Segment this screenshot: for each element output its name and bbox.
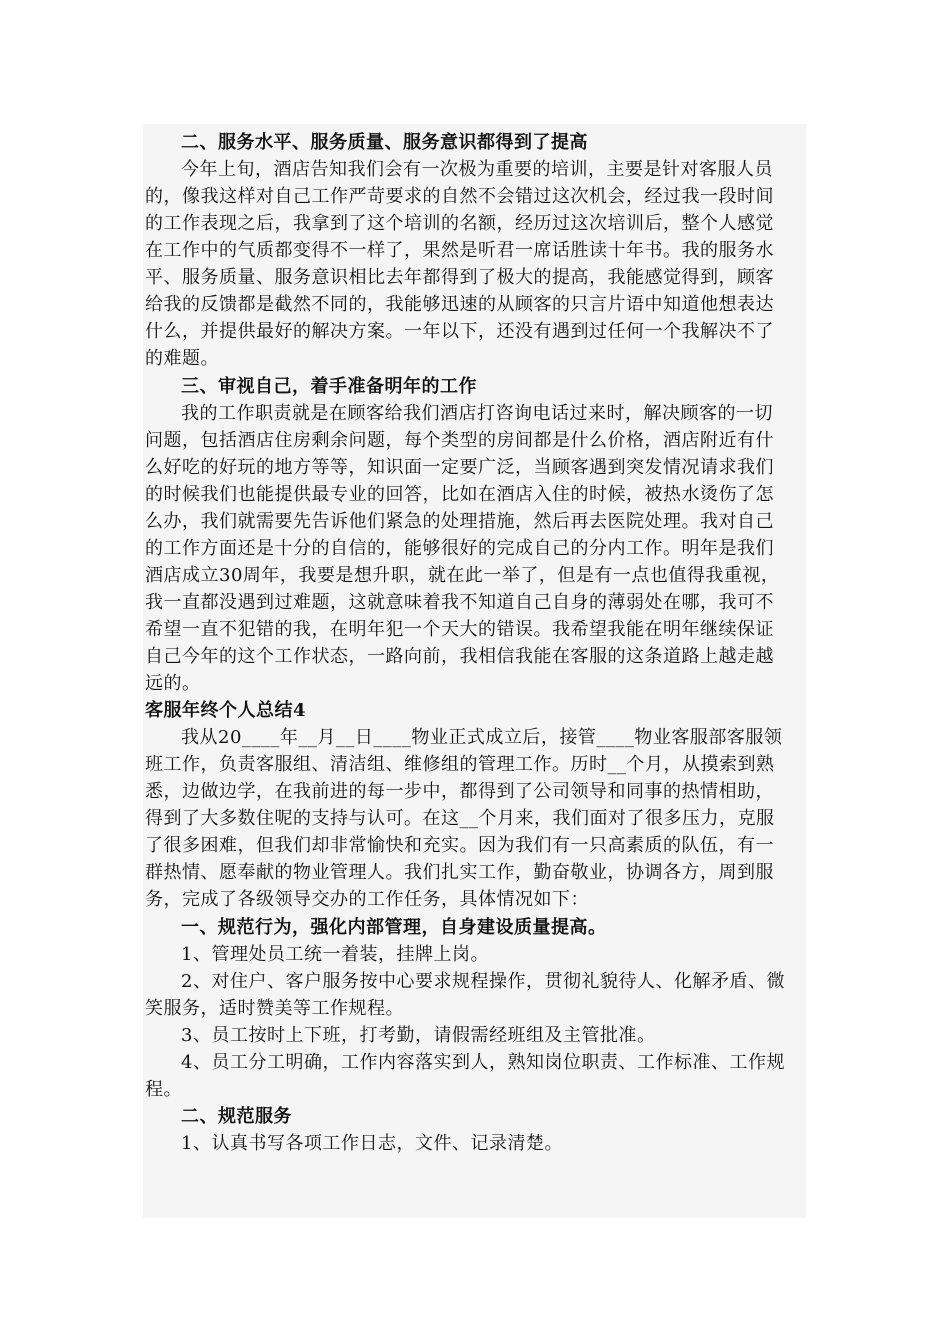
paragraph-line: 群热情、愿奉献的物业管理人。我们扎实工作，勤奋敬业，协调各方，周到服 bbox=[145, 862, 774, 884]
paragraph-line: 我从20____年__月__日____物业正式成立后，接管____物业客服部客服领 bbox=[181, 727, 783, 749]
paragraph-line: 笑服务，适时赞美等工作规程。 bbox=[145, 997, 404, 1019]
paragraph-line: 得到了大多数住呢的支持与认可。在这__个月来，我们面对了很多压力，克服 bbox=[145, 808, 775, 830]
paragraph-line: 了很多困难，但我们却非常愉快和充实。因为我们有一只高素质的队伍，有一 bbox=[145, 835, 774, 857]
paragraph-line: 平、服务质量、服务意识相比去年都得到了极大的提高，我能感觉得到，顾客 bbox=[145, 267, 774, 289]
paragraph-line: 么好吃的好玩的地方等等，知识面一定要广泛，当顾客遇到突发情况请求我们 bbox=[145, 456, 774, 478]
section-heading: 一、规范行为，强化内部管理，自身建设质量提高。 bbox=[181, 916, 607, 938]
section-title: 客服年终个人总结4 bbox=[145, 700, 307, 722]
paragraph-line: 的，像我这样对自己工作严苛要求的自然不会错过这次机会，经过我一段时间 bbox=[145, 186, 774, 208]
paragraph-line: 2、对住户、客户服务按中心要求规程操作，贯彻礼貌待人、化解矛盾、微 bbox=[181, 970, 785, 992]
paragraph-line: 自己今年的这个工作状态，一路向前，我相信我能在客服的这条道路上越走越 bbox=[145, 646, 774, 667]
paragraph-line: 么办，我们就需要先告诉他们紧急的处理措施，然后再去医院处理。我对自己 bbox=[145, 510, 774, 532]
section-heading: 三、审视自己，着手准备明年的工作 bbox=[181, 375, 477, 397]
section-heading: 二、服务水平、服务质量、服务意识都得到了提高 bbox=[181, 132, 588, 153]
paragraph-line: 我一直都没遇到过难题，这就意味着我不知道自己自身的薄弱处在哪，我可不 bbox=[145, 591, 774, 613]
paragraph-line: 务，完成了各级领导交办的工作任务，具体情况如下： bbox=[145, 889, 589, 911]
paragraph-line: 的工作表现之后，我拿到了这个培训的名额，经历过这次培训后，整个人感觉 bbox=[145, 213, 774, 235]
paragraph-line: 给我的反馈都是截然不同的，我能够迅速的从顾客的只言片语中知道他想表达 bbox=[145, 294, 774, 316]
paragraph-line: 程。 bbox=[145, 1078, 182, 1100]
paragraph-line: 问题，包括酒店住房剩余问题，每个类型的房间都是什么价格，酒店附近有什 bbox=[145, 429, 774, 451]
paragraph-line: 班工作，负责客服组、清洁组、维修组的管理工作。历时__个月，从摸索到熟 bbox=[145, 754, 775, 776]
paragraph-line: 在工作中的气质都变得不一样了，果然是听君一席话胜读十年书。我的服务水 bbox=[145, 240, 774, 262]
paragraph-line: 3、员工按时上下班，打考勤，请假需经班组及主管批准。 bbox=[181, 1024, 656, 1046]
paragraph-line: 1、管理处员工统一着装，挂牌上岗。 bbox=[181, 943, 489, 965]
paragraph-line: 4、员工分工明确，工作内容落实到人，熟知岗位职责、工作标准、工作规 bbox=[181, 1051, 785, 1073]
paragraph-line: 1、认真书写各项工作日志，文件、记录清楚。 bbox=[181, 1132, 563, 1154]
paragraph-line: 今年上旬，酒店告知我们会有一次极为重要的培训，主要是针对客服人员 bbox=[181, 159, 773, 181]
paragraph-line: 的时候我们也能提供最专业的回答，比如在酒店入住的时候，被热水烫伤了怎 bbox=[145, 483, 774, 505]
paragraph-line: 什么，并提供最好的解决方案。一年以下，还没有遇到过任何一个我解决不了 bbox=[145, 321, 774, 343]
paragraph-line: 悉，边做边学，在我前进的每一步中，都得到了公司领导和同事的热情相助， bbox=[145, 781, 774, 803]
section-heading: 二、规范服务 bbox=[181, 1105, 292, 1127]
paragraph-line: 的工作方面还是十分的自信的，能够很好的完成自己的分内工作。明年是我们 bbox=[145, 537, 774, 559]
paragraph-line: 希望一直不犯错的我，在明年犯一个天大的错误。我希望我能在明年继续保证 bbox=[145, 618, 774, 640]
paragraph-line: 我的工作职责就是在顾客给我们酒店打咨询电话过来时，解决顾客的一切 bbox=[181, 402, 773, 424]
paragraph-line: 远的。 bbox=[145, 673, 201, 694]
paragraph-line: 的难题。 bbox=[145, 348, 219, 370]
paragraph-line: 酒店成立30周年，我要是想升职，就在此一举了，但是有一点也值得我重视， bbox=[145, 564, 780, 586]
